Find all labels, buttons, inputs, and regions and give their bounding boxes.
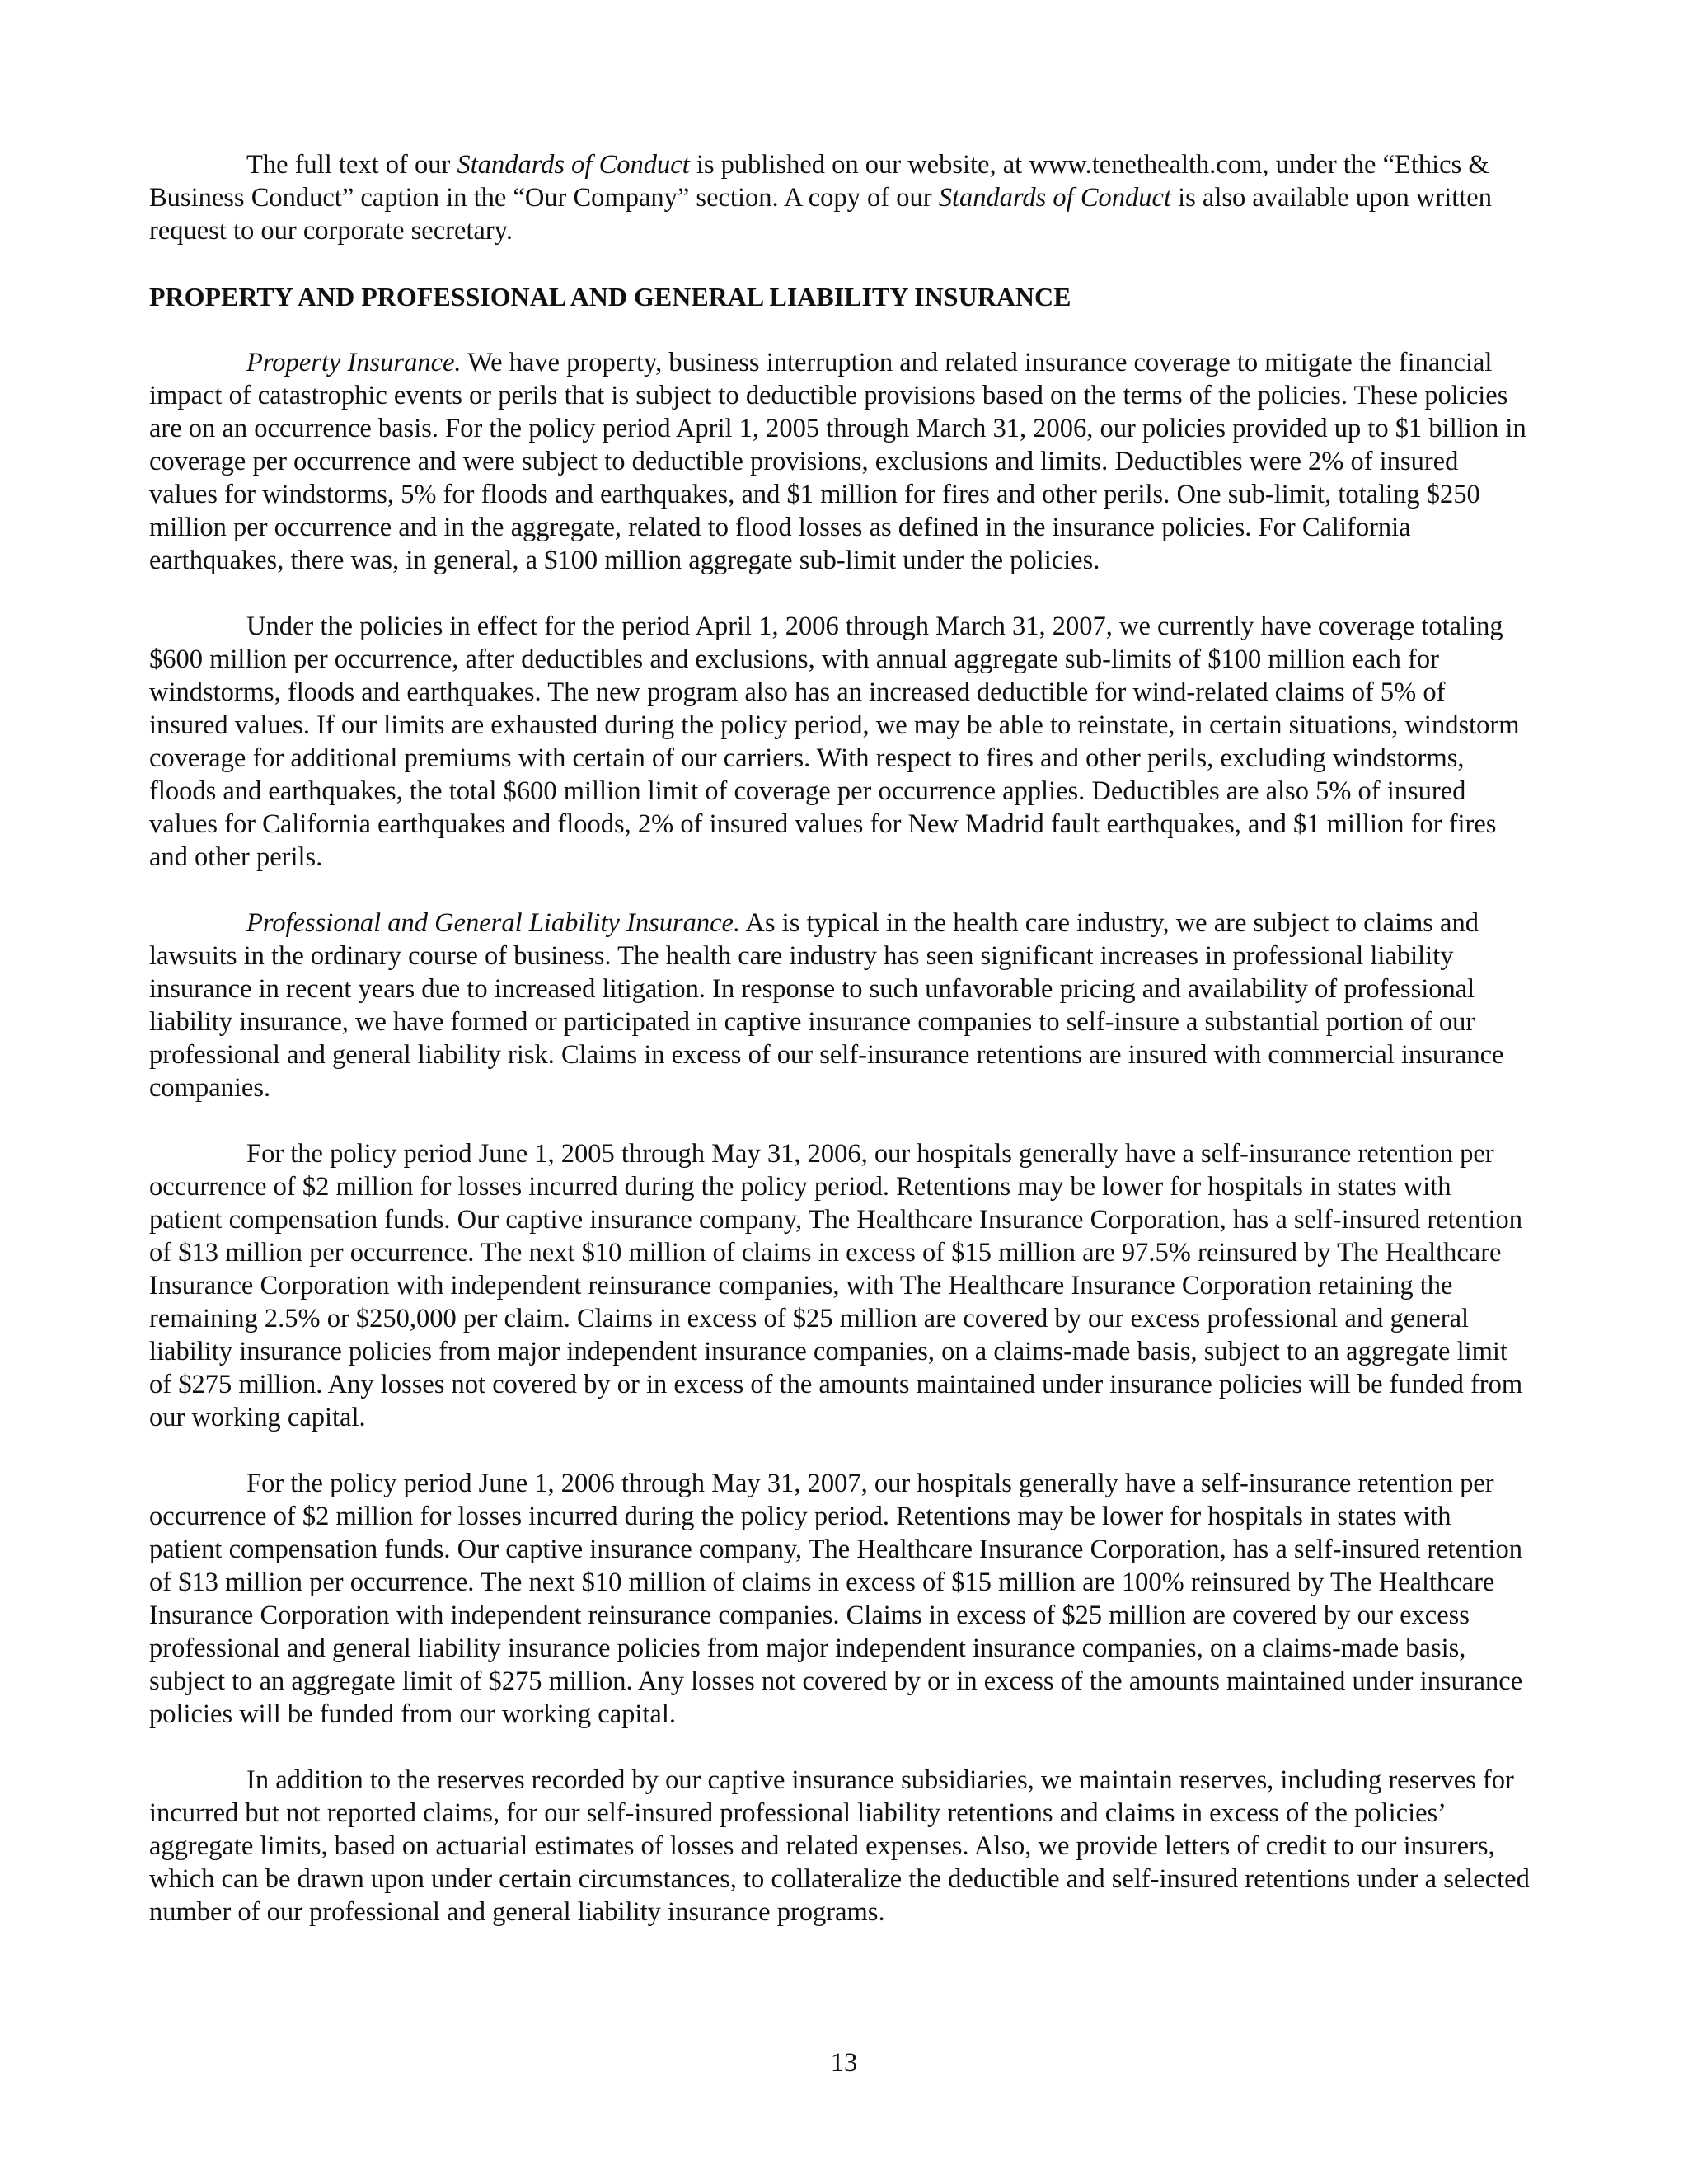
property-2006-paragraph: Under the policies in effect for the period April 1, 2006 through March 31, 2007, we currently have coverage totaling $600 million per occurrence, after deductibles and exclusions, with annual aggregate sub-limits of $100 million each for windstorms, floods and earthquakes. The new program also has an increased deductible for wind-related claims of 5% of insured values. If our limits are exhausted during the policy period, we may be able to reinstate, in certain situations, windstorm coverage for additional premiums with certain of our carriers. With respect to fires and other perils, excluding windstorms, floods and earthquakes, the total $600 million limit of coverage per occurrence applies. Deductibles are also 5% of insured values for California earthquakes and floods, 2% of insured values for New Madrid fault earthquakes, and $1 million for fires and other perils. <box>149 612 1520 872</box>
property-insurance-lead: Property Insurance. <box>246 348 462 377</box>
standards-of-conduct-title-2: Standards of Conduct <box>938 183 1171 213</box>
property-insurance-text: We have property, business interruption and related insurance coverage to mitigate the financial impact of catastrophic events or perils that is subject to deductible provisions based on the terms of the policies. These policies are on an occurrence basis. For the policy period April 1, 2005 through March 31, 2006, our policies provided up to $1 billion in coverage per occurrence and were subject to deductible provisions, exclusions and limits. Deductibles were 2% of insured values for windstorms, 5% for floods and earthquakes, and $1 million for fires and other perils. One sub-limit, totaling $250 million per occurrence and in the aggregate, related to flood losses as defined in the insurance policies. For California earthquakes, there was, in general, a $100 million aggregate sub-limit under the policies. <box>149 348 1526 575</box>
liability-insurance-paragraph <box>149 907 1531 1104</box>
liability-2006-paragraph: For the policy period June 1, 2006 through May 31, 2007, our hospitals generally have a self-insurance retention per occurrence of $2 million for losses incurred during the policy period. Retentions may be lower for hospitals in states with patient compensation funds. Our captive insurance company, The Healthcare Insurance Corporation, has a self-insured retention of $13 million per occurrence. The next $10 million of claims in excess of $15 million are 100% reinsured by The Healthcare Insurance Corporation with independent reinsurance companies. Claims in excess of $25 million are covered by our excess professional and general liability insurance policies from major independent insurance companies, on a claims-made basis, subject to an aggregate limit of $275 million. Any losses not covered by or in excess of the amounts maintained under insurance policies will be funded from our working capital. <box>149 1469 1523 1729</box>
standards-of-conduct-title-1: Standards of Conduct <box>457 150 690 180</box>
section-heading: PROPERTY AND PROFESSIONAL AND GENERAL LIABILITY INSURANCE <box>149 282 1071 312</box>
liability-2005-paragraph: For the policy period June 1, 2005 through May 31, 2006, our hospitals generally have a self-insurance retention per occurrence of $2 million for losses incurred during the policy period. Retentions may be lower for hospitals in states with patient compensation funds. Our captive insurance company, The Healthcare Insurance Corporation, has a self-insured retention of $13 million per occurrence. The next $10 million of claims in excess of $15 million are 97.5% reinsured by The Healthcare Insurance Corporation with independent reinsurance companies, with The Healthcare Insurance Corporation retaining the remaining 2.5% or $250,000 per claim. Claims in excess of $25 million are covered by our excess professional and general liability insurance policies from major independent insurance companies, on a claims-made basis, subject to an aggregate limit of $275 million. Any losses not covered by or in excess of the amounts maintained under insurance policies will be funded from our working capital. <box>149 1139 1523 1432</box>
page-number: 13 <box>830 2048 858 2078</box>
intro-text-3: is also available upon written request to our corporate secretary. <box>149 183 1492 246</box>
intro-text-2: is published on our website, at www.tenethealth.com, under the “Ethics & Business Conduct” caption in the “Our Company” section. A copy of our <box>149 150 1489 213</box>
liability-insurance-text: As is typical in the health care industry, we are subject to claims and lawsuits in the ordinary course of business. The health care industry has seen significant increases in professional liability insurance in recent years due to increased litigation. In response to such unfavorable pricing and availability of professional liability insurance, we have formed or participated in captive insurance companies to self-insure a substantial portion of our professional and general liability risk. Claims in excess of our self-insurance retentions are insured with commercial insurance companies. <box>149 908 1504 1103</box>
reserves-paragraph: In addition to the reserves recorded by our captive insurance subsidiaries, we maintain reserves, including reserves for incurred but not reported claims, for our self-insured professional liability retentions and claims in excess of the policies’ aggregate limits, based on actuarial estimates of losses and related expenses. Also, we provide letters of credit to our insurers, which can be drawn upon under certain circumstances, to collateralize the deductible and self-insured retentions under a selected number of our professional and general liability insurance programs. <box>149 1765 1530 1927</box>
standards-of-conduct-paragraph <box>149 148 1531 247</box>
document-page <box>149 148 1531 1961</box>
property-insurance-paragraph <box>149 346 1531 577</box>
liability-insurance-lead: Professional and General Liability Insurance. <box>246 908 741 938</box>
intro-text-1: The full text of our <box>246 150 457 180</box>
